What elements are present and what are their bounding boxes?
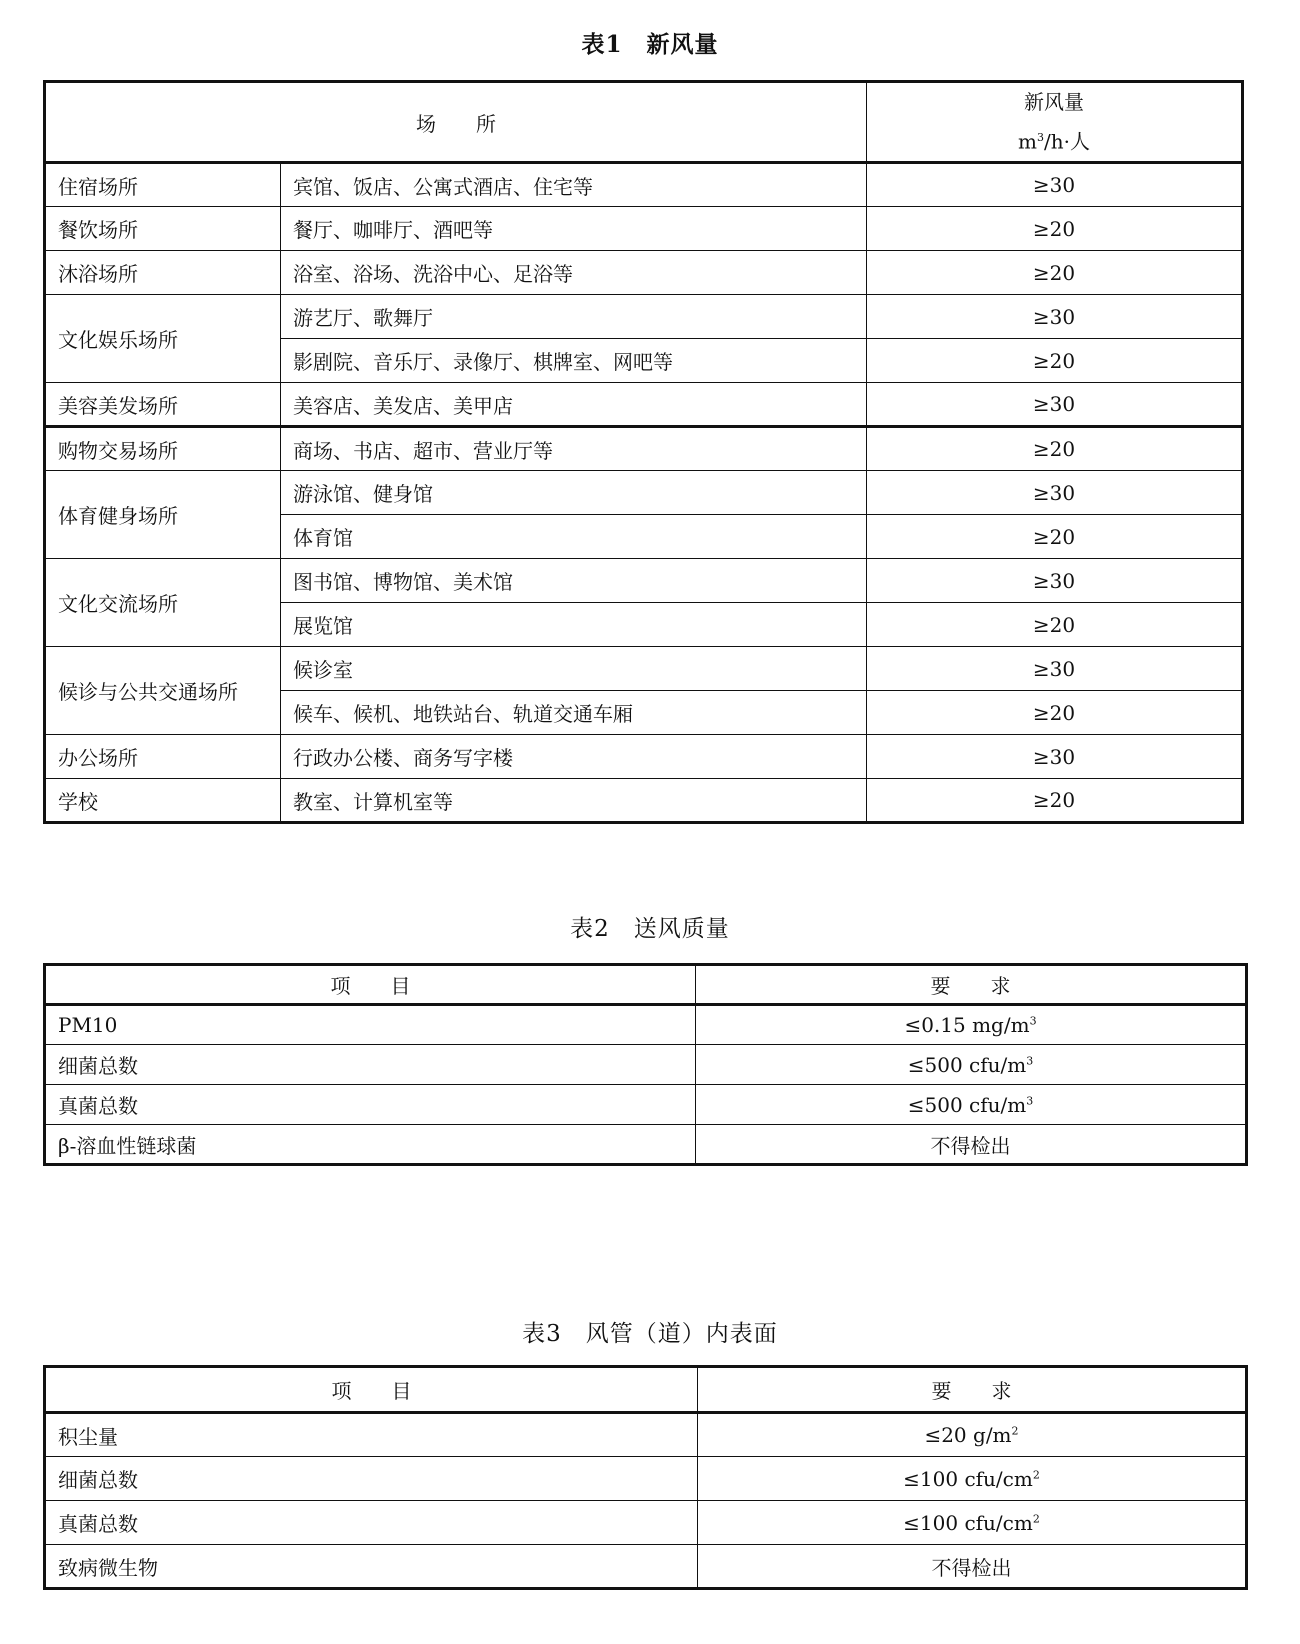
requirement-cell: ≤100 cfu/$cm^2$ <box>698 1501 1247 1545</box>
table-row <box>45 1501 1247 1545</box>
value-cell: ≥20 <box>867 251 1243 295</box>
value-cell: ≥30 <box>867 471 1243 515</box>
table-row <box>45 207 1243 251</box>
value-cell: ≥30 <box>867 295 1243 339</box>
table-row <box>45 735 1243 779</box>
table-row <box>45 163 1243 207</box>
table-header-row <box>45 82 1243 163</box>
table-row <box>45 1005 1247 1045</box>
item-cell: PM10 <box>45 1005 696 1045</box>
header-fresh-air-unit: $m^3/h\cdot$人 <box>1018 129 1090 154</box>
venue-cell: 教室、计算机室等 <box>281 779 867 823</box>
duct-inner-surface-table <box>43 1365 1248 1590</box>
requirement-cell: ≤0.15 $mg/m^3$ <box>696 1005 1247 1045</box>
category-cell: 美容美发场所 <box>45 383 281 427</box>
table-row <box>45 1457 1247 1501</box>
value-cell: ≥20 <box>867 427 1243 471</box>
value-cell: ≥30 <box>867 163 1243 207</box>
requirement-cell: ≤20 $g/m^2$ <box>698 1413 1247 1457</box>
header-place: 场 所 <box>45 82 867 163</box>
category-cell: 候诊与公共交通场所 <box>45 647 281 735</box>
table3-title: 表3 风管（道）内表面 <box>522 1321 778 1347</box>
value-cell: ≥30 <box>867 383 1243 427</box>
category-cell: 沐浴场所 <box>45 251 281 295</box>
item-cell: 真菌总数 <box>45 1085 696 1125</box>
header-fresh-air-label: 新风量 <box>1024 90 1084 115</box>
header-requirement: 要 求 <box>698 1367 1247 1413</box>
venue-cell: 游泳馆、健身馆 <box>281 471 867 515</box>
table-row <box>45 251 1243 295</box>
venue-cell: 游艺厅、歌舞厅 <box>281 295 867 339</box>
category-cell: 文化娱乐场所 <box>45 295 281 383</box>
value-cell: ≥20 <box>867 691 1243 735</box>
value-cell: ≥20 <box>867 779 1243 823</box>
item-cell: 细菌总数 <box>45 1045 696 1085</box>
category-cell: 学校 <box>45 779 281 823</box>
supply-air-quality-table <box>43 963 1248 1166</box>
fresh-air-table <box>43 80 1244 824</box>
category-cell: 办公场所 <box>45 735 281 779</box>
venue-cell: 餐厅、咖啡厅、酒吧等 <box>281 207 867 251</box>
category-cell: 餐饮场所 <box>45 207 281 251</box>
venue-cell: 候诊室 <box>281 647 867 691</box>
value-cell: ≥30 <box>867 735 1243 779</box>
requirement-cell: ≤500 cfu/$m^3$ <box>696 1045 1247 1085</box>
requirement-cell: 不得检出 <box>696 1125 1247 1165</box>
item-cell: 积尘量 <box>45 1413 698 1457</box>
table-header-row <box>45 1367 1247 1413</box>
value-cell: ≥20 <box>867 603 1243 647</box>
venue-cell: 宾馆、饭店、公寓式酒店、住宅等 <box>281 163 867 207</box>
item-cell: 真菌总数 <box>45 1501 698 1545</box>
header-item: 项 目 <box>45 965 696 1005</box>
venue-cell: 美容店、美发店、美甲店 <box>281 383 867 427</box>
value-cell: ≥20 <box>867 207 1243 251</box>
venue-cell: 商场、书店、超市、营业厅等 <box>281 427 867 471</box>
table-row <box>45 559 1243 603</box>
table-row <box>45 471 1243 515</box>
item-cell: 致病微生物 <box>45 1545 698 1589</box>
table-row <box>45 647 1243 691</box>
requirement-cell: ≤100 cfu/$cm^2$ <box>698 1457 1247 1501</box>
category-cell: 购物交易场所 <box>45 427 281 471</box>
category-cell: 文化交流场所 <box>45 559 281 647</box>
venue-cell: 影剧院、音乐厅、录像厅、棋牌室、网吧等 <box>281 339 867 383</box>
venue-cell: 体育馆 <box>281 515 867 559</box>
item-cell: β-溶血性链球菌 <box>45 1125 696 1165</box>
value-cell: ≥30 <box>867 647 1243 691</box>
category-cell: 住宿场所 <box>45 163 281 207</box>
table-row <box>45 383 1243 427</box>
venue-cell: 浴室、浴场、洗浴中心、足浴等 <box>281 251 867 295</box>
table-row <box>45 1125 1247 1165</box>
header-requirement: 要 求 <box>696 965 1247 1005</box>
table-row <box>45 1413 1247 1457</box>
table-row <box>45 1085 1247 1125</box>
value-cell: ≥20 <box>867 339 1243 383</box>
item-cell: 细菌总数 <box>45 1457 698 1501</box>
table-row <box>45 1545 1247 1589</box>
table-row <box>45 295 1243 339</box>
value-cell: ≥20 <box>867 515 1243 559</box>
table-row <box>45 779 1243 823</box>
value-cell: ≥30 <box>867 559 1243 603</box>
header-fresh-air <box>867 82 1243 163</box>
table-row <box>45 427 1243 471</box>
table2-title: 表2 送风质量 <box>570 916 730 942</box>
category-cell: 体育健身场所 <box>45 471 281 559</box>
table1-title: 表1 新风量 <box>581 31 719 58</box>
table-row <box>45 1045 1247 1085</box>
requirement-cell: ≤500 cfu/$m^3$ <box>696 1085 1247 1125</box>
venue-cell: 候车、候机、地铁站台、轨道交通车厢 <box>281 691 867 735</box>
venue-cell: 图书馆、博物馆、美术馆 <box>281 559 867 603</box>
header-item: 项 目 <box>45 1367 698 1413</box>
venue-cell: 展览馆 <box>281 603 867 647</box>
requirement-cell: 不得检出 <box>698 1545 1247 1589</box>
venue-cell: 行政办公楼、商务写字楼 <box>281 735 867 779</box>
table-header-row <box>45 965 1247 1005</box>
